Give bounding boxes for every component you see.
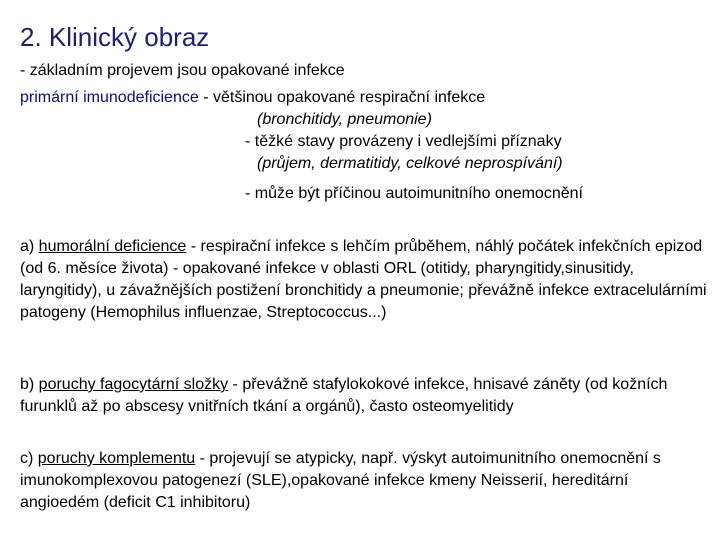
section-b-prefix: b): [20, 376, 39, 393]
primary-label: primární imunodeficience: [20, 89, 199, 106]
primary-line-3: - těžké stavy provázeny i vedlejšími příznaky: [245, 133, 562, 150]
section-c-text: - projevují se atypicky, např. výskyt autoimunitního onemocnění s imunokomplexovou patogenezí (SLE),opakované infekce kmeny Neisserií, hereditární angioedém (deficit C1 inhibitoru): [20, 450, 661, 511]
section-b-heading: poruchy fagocytární složky: [38, 376, 229, 393]
intro-text: - základním projevem jsou opakované infekce: [20, 62, 345, 79]
section-c-heading: poruchy komplementu: [37, 450, 196, 467]
primary-text-1: - většinou opakované respirační infekce: [198, 89, 486, 106]
section-b: [20, 374, 710, 418]
page-title: 2. Klinický obraz: [20, 22, 210, 52]
section-c: [20, 448, 710, 514]
section-a: [20, 236, 710, 324]
primary-line-5: - může být příčinou autoimunitního onemocnění: [245, 185, 583, 202]
section-b-text: - převážně stafylokokové infekce, hnisavé záněty (od kožních furunklů až po abscesy vnitřních tkání a orgánů), často osteomyelitidy: [20, 376, 668, 415]
section-a-prefix: a): [20, 238, 39, 255]
section-a-text: - respirační infekce s lehčím průběhem, náhlý počátek infekčních epizod (od 6. měsíce života) - opakované infekce v oblasti ORL (otitidy, pharyngitidy,sinusitidy, laryngitidy), u závažnějších postižení bronchitidy a pneumonie; převážně infekce extracelulárními patogeny (Hemophilus influenzae, Streptococcus...): [20, 238, 707, 321]
section-c-prefix: c): [20, 450, 38, 467]
section-a-heading: humorální deficience: [38, 238, 187, 255]
primary-line-1: [20, 87, 485, 109]
primary-line-2: (bronchitidy, pneumonie): [257, 111, 432, 128]
primary-line-4: (průjem, dermatitidy, celkové neprospívání): [257, 155, 563, 172]
